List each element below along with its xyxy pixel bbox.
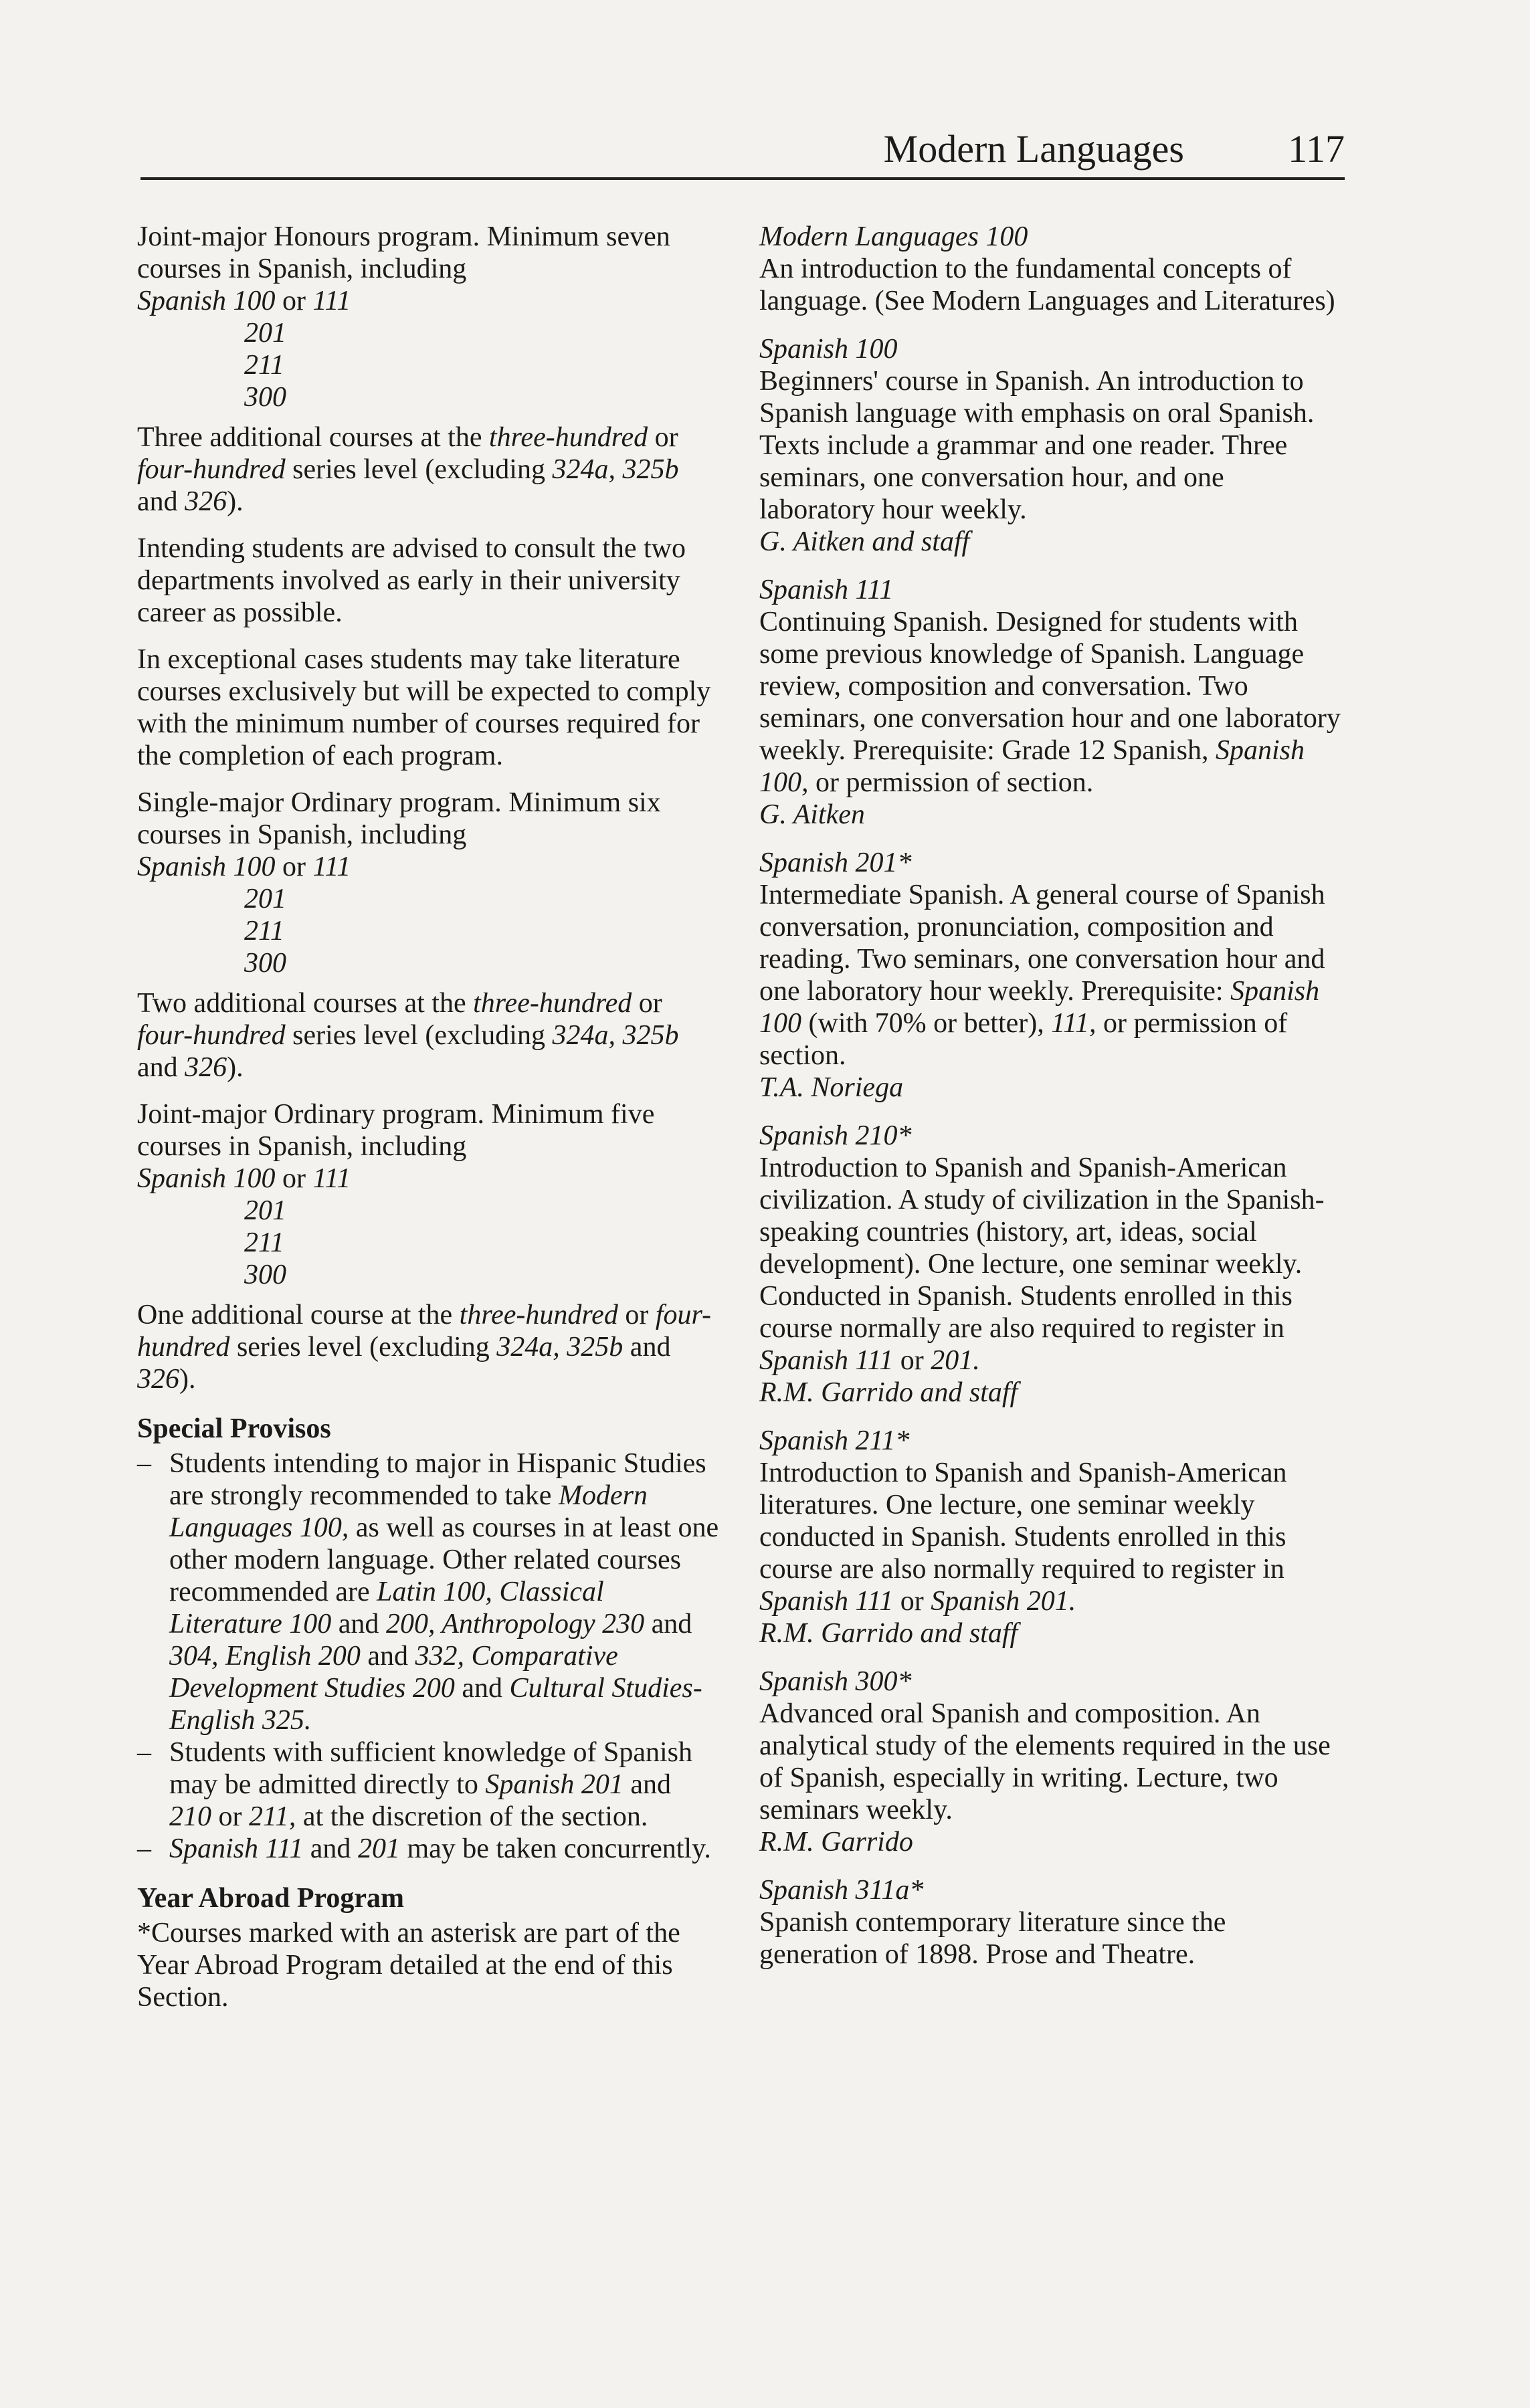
running-header	[140, 120, 1345, 180]
right-column	[759, 221, 1345, 1987]
course-list-item: 201	[244, 1195, 286, 1226]
course-list-item: 201	[244, 884, 286, 914]
course-description: Beginners' course in Spanish. An introduction to Spanish language with emphasis on oral Spanish. Texts include a grammar and one reader. Three seminars, one conversation hour, and one laboratory hour weekly.	[759, 366, 1315, 525]
course-code: Spanish 300*	[759, 1666, 912, 1697]
course-description: An introduction to the fundamental concepts of language. (See Modern Languages and Literatures)	[759, 254, 1335, 316]
course-list-item: 201	[244, 318, 286, 348]
course-code: Modern Languages 100	[759, 221, 1028, 252]
course-list-item: 211	[244, 916, 284, 946]
course-list-item: 300	[244, 948, 286, 979]
course-description: Continuing Spanish. Designed for students with some previous knowledge of Spanish. Language review, composition and conversation. Two seminars, one conversation hour and one laboratory weekly. Prerequisite: Grade 12 Spanish, Spanish 100, or permission of section.	[759, 607, 1341, 798]
additional-courses-note: Two additional courses at the three-hundred or four-hundred series level (excluding 324a, 325b and 326).	[137, 988, 679, 1083]
course-list-item: 211	[244, 1227, 284, 1258]
course-instructor: G. Aitken	[759, 799, 865, 830]
course-description: Introduction to Spanish and Spanish-American literatures. One lecture, one seminar weekly conducted in Spanish. Students enrolled in this course are also normally required to register in Spanish 111 or Spanish 201.	[759, 1458, 1287, 1617]
proviso-item: – Students intending to major in Hispanic Studies are strongly recommended to take Modern Languages 100, as well as courses in at least one other modern language. Other related courses recommended are Latin 100, Classical Literature 100 and 200, Anthropology 230 and 304, English 200 and 332, Comparative Development Studies 200 and Cultural Studies-English 325.	[137, 1447, 719, 1736]
course-code: Spanish 311a*	[759, 1875, 924, 1906]
course-code: Spanish 210*	[759, 1120, 912, 1151]
course-instructor: R.M. Garrido and staff	[759, 1618, 1018, 1649]
course-entry	[759, 847, 1345, 1104]
course-code: Spanish 111	[759, 575, 894, 605]
year-abroad-heading: Year Abroad Program	[137, 1883, 404, 1914]
course-list-item: 300	[244, 1260, 286, 1290]
course-code: Spanish 201*	[759, 847, 912, 878]
joint-honours-program: Joint-major Honours program. Minimum seven courses in Spanish, including Spanish 100 or 111 201 211 300 Three additional courses at the three-hundred or four-hundred series level (excluding 324a, 325b and 326).	[137, 221, 719, 518]
course-instructor: R.M. Garrido	[759, 1827, 913, 1858]
year-abroad-text: *Courses marked with an asterisk are part of the Year Abroad Program detailed at the end of this Section.	[137, 1918, 680, 2013]
course-description: Advanced oral Spanish and composition. An analytical study of the elements required in the use of Spanish, especially in writing. Lecture, two seminars weekly.	[759, 1698, 1331, 1825]
additional-courses-note: One additional course at the three-hundred or four-hundred series level (excluding 324a, 325b and 326).	[137, 1300, 711, 1395]
course-code: Spanish 211*	[759, 1425, 910, 1456]
special-provisos-heading: Special Provisos	[137, 1413, 331, 1444]
joint-ordinary-program: Joint-major Ordinary program. Minimum five courses in Spanish, including Spanish 100 or 111 201 211 300 One additional course at the three-hundred or four-hundred series level (excluding 324a, 325b and 326).	[137, 1098, 719, 1395]
course-description: Intermediate Spanish. A general course of Spanish conversation, pronunciation, composition and reading. Two seminars, one conversation hour and one laboratory hour weekly. Prerequisite: Spanish 100 (with 70% or better), 111, or permission of section.	[759, 880, 1325, 1071]
course-description: Introduction to Spanish and Spanish-American civilization. A study of civilization in the Spanish-speaking countries (history, art, ideas, social development). One lecture, one seminar weekly. Conducted in Spanish. Students enrolled in this course normally are also required to register in Spanish 111 or 201.	[759, 1152, 1325, 1376]
special-provisos	[137, 1413, 719, 1865]
course-entry	[759, 1425, 1345, 1649]
additional-courses-note: Three additional courses at the three-hundred or four-hundred series level (excluding 324a, 325b and 326).	[137, 422, 679, 517]
course-entry	[759, 1666, 1345, 1858]
single-ordinary-program: Single-major Ordinary program. Minimum six courses in Spanish, including Spanish 100 or 111 201 211 300 Two additional courses at the three-hundred or four-hundred series level (excluding 324a, 325b and 326).	[137, 787, 719, 1084]
section-title: Modern Languages	[883, 127, 1184, 171]
course-entry	[759, 333, 1345, 558]
exceptional-note: In exceptional cases students may take literature courses exclusively but will be expected to comply with the minimum number of courses required for the completion of each program.	[137, 644, 711, 771]
proviso-item: – Students with sufficient knowledge of Spanish may be admitted directly to Spanish 201 and 210 or 211, at the discretion of the section.	[137, 1736, 719, 1833]
course-description: Spanish contemporary literature since the generation of 1898. Prose and Theatre.	[759, 1907, 1226, 1970]
left-column	[137, 221, 719, 2028]
course-list-item: 300	[244, 382, 286, 413]
course-entry	[759, 574, 1345, 831]
consult-note: Intending students are advised to consult the two departments involved as early in their university career as possible.	[137, 533, 686, 628]
course-list-item: 211	[244, 350, 284, 381]
proviso-item: – Spanish 111 and 201 may be taken concurrently.	[137, 1833, 719, 1865]
course-entry	[759, 1874, 1345, 1971]
page-number: 117	[1288, 127, 1345, 171]
course-code: Spanish 100	[759, 334, 898, 365]
course-instructor: R.M. Garrido and staff	[759, 1377, 1018, 1408]
year-abroad	[137, 1882, 719, 2013]
course-entry	[759, 221, 1345, 317]
course-instructor: G. Aitken and staff	[759, 526, 970, 557]
course-entry	[759, 1120, 1345, 1409]
course-instructor: T.A. Noriega	[759, 1072, 904, 1103]
